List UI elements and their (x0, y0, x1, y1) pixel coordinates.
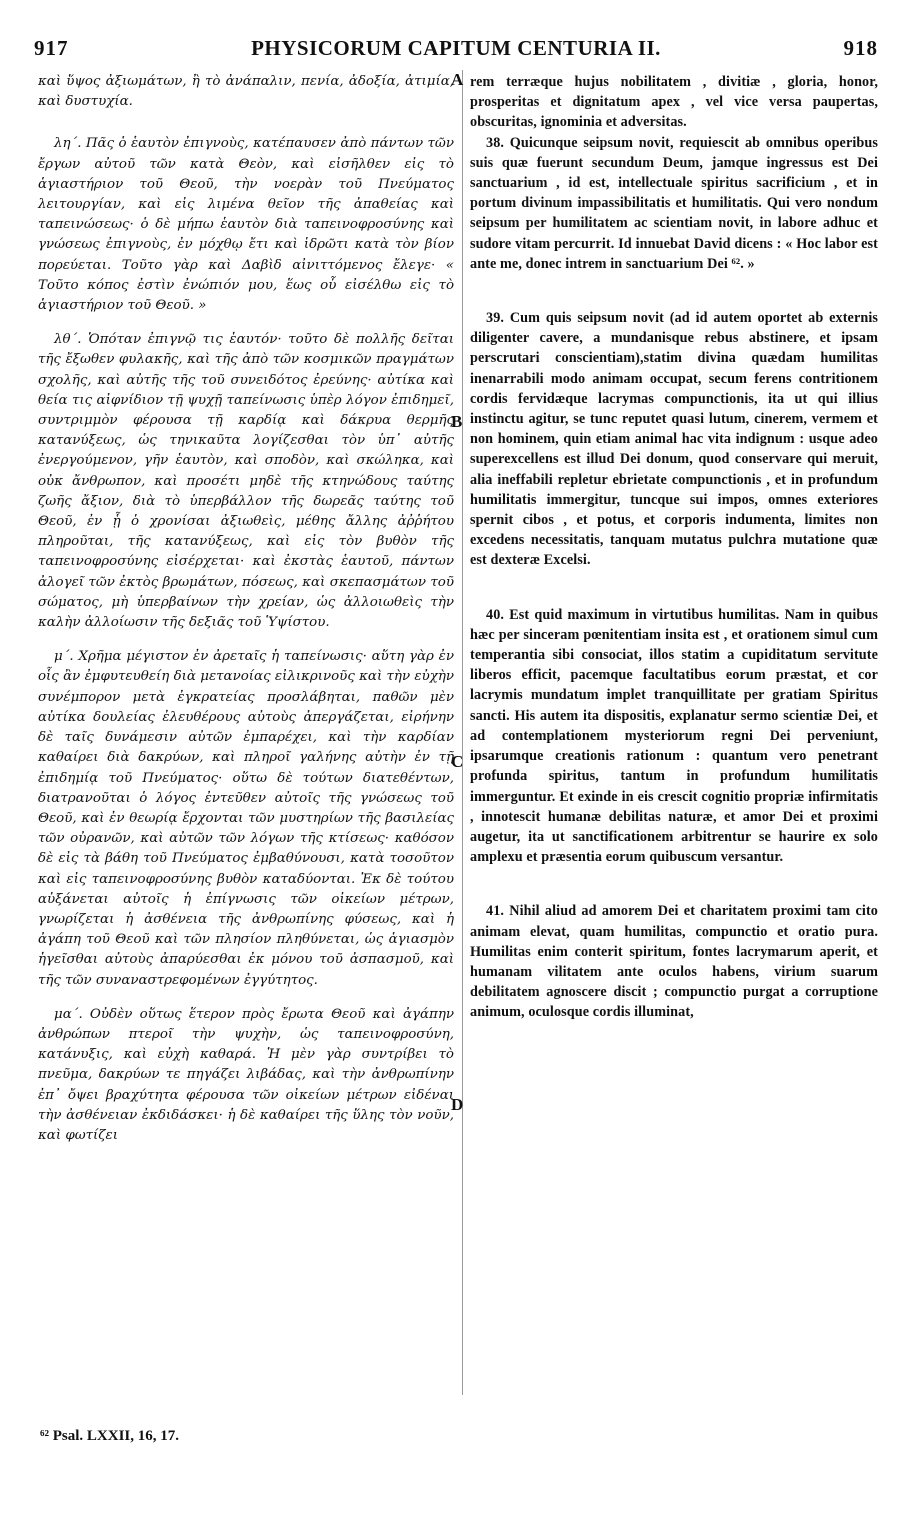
column-divider (462, 70, 463, 1395)
latin-chapter-38: 38. Quicunque seipsum novit, requiescit ab omnibus operibus suis quæ fuerunt secundum Deum, jamque ingressus est Dei sanctuarium , id est, intellectuale spiritus sacrificium , et in portum divinum impassibilitatis et humilitatis. Qui vero nondum seipsum per humilitatem ac scientiam novit, in labore adhuc et sudore vitam percurrit. Id innuebat David dicens : « Hoc labor est ante me, donec intrem in sanctuarium Dei ⁶². » (470, 134, 878, 272)
latin-paragraph-continuation: rem terræque hujus nobilitatem , divitiæ , gloria, honor, prosperitas et dignitatum apex , vel vice versa paupertas, obscuritas, ignominia et adversitas. (470, 74, 878, 131)
latin-chapter-39: 39. Cum quis seipsum novit (ad id autem oportet ab externis diligenter cavere, a mundanisque rebus abstinere, et ipsam perscrutari conscientiam),statim divina quædam humilitas inenarrabili modo animam occupat, secum ferens contritionem cordis fervidæque lacrymas compunctionis, ita ut qui illius instinctu agitur, se tunc reputet quasi lutum, cinerem, vermem et non hominem, quin etiam animal hac vita indignum : usque adeo superexcellens est illud Dei donum, quod conservare qui meruit, alia ineffabili repletur ebrietate compunctionis , et in profundum humilitatis immergitur, tuncque sui impos, omnes exteriores spernit cibos , et potus, et corporis indumenta, limites non excedens necessitatis, tanquam mutatus pulchra mutatione quæ est dexteræ Excelsi. (470, 310, 878, 569)
greek-chapter-38: λη΄. Πᾶς ὁ ἑαυτὸν ἐπιγνοὺς, κατέπαυσεν ἀπὸ πάντων τῶν ἔργων αὐτοῦ τῶν κατὰ Θεὸν, καὶ εἰσῆλθεν εἰς τὸ ἁγιαστήριον τοῦ Θεοῦ, τὴν νοερὰν τοῦ Πνεύματος λειτουργίαν, καὶ εἰς λιμένα θεῖον τῆς ἀπαθείας καὶ ταπεινώσεως· ὁ δὲ μήπω ἑαυτὸν διὰ ταπεινοφροσύνης καὶ γνώσεως ἐπιγνοὺς, ἐν μόχθῳ ἔτι καὶ ἱδρῶτι κατὰ τὸν βίον πορεύεται. Τοῦτο γὰρ καὶ Δαβὶδ αἰνιττόμενος ἔλεγε· « Τοῦτο κόπος ἐστὶν ἐνώπιόν μου, ἕως οὗ εἰσέλθω εἰς τὸ ἁγιαστήριον τοῦ Θεοῦ. » (38, 136, 454, 314)
footnote: ⁶² Psal. LXXII, 16, 17. (40, 1428, 180, 1444)
latin-column (470, 72, 878, 1023)
margin-mark-a: A (451, 70, 464, 89)
running-title: PHYSICORUM CAPITUM CENTURIA II. (251, 36, 661, 60)
margin-mark-b: B (451, 412, 463, 431)
margin-mark-c: C (451, 752, 464, 771)
latin-chapter-40: 40. Est quid maximum in virtutibus humilitas. Nam in quibus hæc per sinceram pœnitentiam insita est , et orationem simul cum temperantia sibi consociat, illos statim a cupiditatum servitute liberos efficit, pacemque facultatibus eorum præstat, et cor lacrymis mundatum implet tranquillitate per gratiam Spiritus sancti. His autem ita dispositis, explanatur sermo scientiæ Dei, et ad contemplationem mysteriorum regni Dei perveniunt, ipsarumque creationis rationum : quantum vero penetrant profunda spiritus, tantum in profundum humilitatis immerguntur. Et exinde in eis crescit cognitio propriæ infirmitatis , innotescit humanæ debilitas naturæ, et amor Dei et proximi augetur, ita ut sanctificationem arbitrentur se haurire ex solo amplexu et præsentia eorum quibuscum versantur. (470, 606, 878, 866)
page-number-right: 918 (843, 36, 878, 60)
greek-chapter-39: λθ΄. Ὁπόταν ἐπιγνῷ τις ἑαυτόν· τοῦτο δὲ πολλῆς δεῖται τῆς ἔξωθεν φυλακῆς, καὶ τῆς ἀπὸ τῶν κοσμικῶν πραγμάτων σχολῆς, καὶ αὐτῆς τῆς τοῦ συνειδότος ἐρεύνης· αὐτίκα καὶ θεία τις αἰφνίδιον τῇ ψυχῇ ταπείνωσις ὑπὲρ λόγον ἐπιδημεῖ, συντριμμὸν φέρουσα τῇ καρδίᾳ καὶ δάκρυα θερμῆς κατανύξεως, ὡς τηνικαῦτα λογίζεσθαι τὸν ὑπ᾿ αὐτῆς ἐνεργούμενον, γῆν ἑαυτὸν, καὶ σποδὸν, καὶ σκώληκα, καὶ οὐκ ἄνθρωπον, καὶ προσέτι μηδὲ τῆς κτηνώδους ταύτης ζωῆς ἄξιον, διὰ τὸ ὑπερβάλλον τῆς δωρεᾶς ταύτης τοῦ Θεοῦ, ἐν ᾗ ὁ χρονίσαι ἀξιωθεὶς, μέθης ἄλλης ἀῤῥήτου πληροῦται, τῆς κατανύξεως, καὶ εἰς τὸν βυθὸν τῆς ταπεινοφροσύνης εἰσέρχεται· καὶ ἐκστὰς ἑαυτοῦ, πάντων ἀλογεῖ τῶν ἐκτὸς βρωμάτων, πόσεως, καὶ σκεπασμάτων τοῦ σώματος, μὴ ὑπερβαίνων τὴν χρείαν, ὡς ἀλλοιωθεὶς τὴν καλὴν ἀλλοίωσιν τῆς δεξιᾶς τοῦ Ὑψίστου. (38, 332, 454, 631)
greek-chapter-40: μ΄. Χρῆμα μέγιστον ἐν ἀρεταῖς ἡ ταπείνωσις· αὕτη γὰρ ἐν οἷς ἂν ἐμφυτευθείη διὰ μετανοίας εἰλικρινοῦς καὶ τὴν εὐχὴν συνέμπορον μετὰ ἐγκρατείας προσλάβηται, παθῶν μὲν αὐτίκα δουλείας ἐλευθέρους αὐτοὺς ἀπεργάζεται, εἰρήνην δὲ ταῖς δυνάμεσιν αὐτῶν ἐμπαρέχει, καὶ τὴν καρδίαν καθαίρει διὰ δακρύων, καὶ πληροῖ γαλήνης αὐτὴν ἐν τῇ ἐπιδημίᾳ τοῦ Πνεύματος· οὕτω δὲ τούτων διατεθέντων, διατρανοῦται ὁ λόγος ἐντεῦθεν αὐτοῖς τῆς γνώσεως τοῦ Θεοῦ, καὶ ἐν θεωρίᾳ ἔρχονται τῶν μυστηρίων τῆς βασιλείας τῶν οὐρανῶν, καὶ αὐτῶν τῶν λόγων τῆς κτίσεως· καθόσον δὲ εἰς τὰ βάθη τοῦ Πνεύματος ἐμβαθύνουσι, κατὰ τοσοῦτον καὶ εἰς ταπεινοφροσύνης βυθὸν καταδύονται. Ἐκ δὲ τούτου αὐξάνεται αὐτοῖς ἡ ἐπίγνωσις τῶν οἰκείων μέτρων, γνωρίζεται ἡ ἀσθένεια τῆς ἀνθρωπίνης φύσεως, καὶ ἡ ἀγάπη τοῦ Θεοῦ καὶ τῶν πλησίον πληθύνεται, ὡς ἁγιασμὸν ἡγεῖσθαι αὐτοὺς ἀπαρύεσθαι ἐκ μόνου τοῦ ἀσπασμοῦ, καὶ τῆς τῶν συναναστρεφομένων ἐγγύτητος. (38, 649, 454, 988)
page-number-left: 917 (34, 36, 69, 60)
greek-chapter-41: μα΄. Οὐδὲν οὕτως ἕτερον πρὸς ἔρωτα Θεοῦ καὶ ἀγάπην ἀνθρώπων πτεροῖ τὴν ψυχὴν, ὡς ταπεινοφροσύνη, κατάνυξις, καὶ εὐχὴ καθαρά. Ἡ μὲν γὰρ συντρίβει τὸ πνεῦμα, δακρύων τε πηγάζει λιβάδας, καὶ τὴν ἀνθρωπίνην ἐπ᾿ ὄψει βραχύτητα φέρουσα τῶν οἰκείων μέτρων εἰδέναι τὴν ἀσθένειαν ἐκδιδάσκει· ἡ δὲ καθαίρει τῆς ὕλης τὸν νοῦν, καὶ φωτίζει (38, 1006, 454, 1143)
latin-chapter-41: 41. Nihil aliud ad amorem Dei et charitatem proximi tam cito animam elevat, quam humilitas, compunctio et oratio pura. Humilitas enim conterit spiritum, fontes lacrymarum aperit, et humanam vilitatem ante oculos habens, virium suarum debilitatem agnoscere discit ; compunctio purgat a corruptione animum, oculosque cordis illuminat, (470, 903, 878, 1021)
page-header (34, 36, 878, 66)
greek-paragraph-continuation: καὶ ὕψος ἀξιωμάτων, ἢ τὸ ἀνάπαλιν, πενία, ἀδοξία, ἀτιμία, καὶ δυστυχία. (38, 74, 454, 110)
margin-mark-d: D (451, 1095, 464, 1114)
greek-column (38, 72, 454, 1146)
